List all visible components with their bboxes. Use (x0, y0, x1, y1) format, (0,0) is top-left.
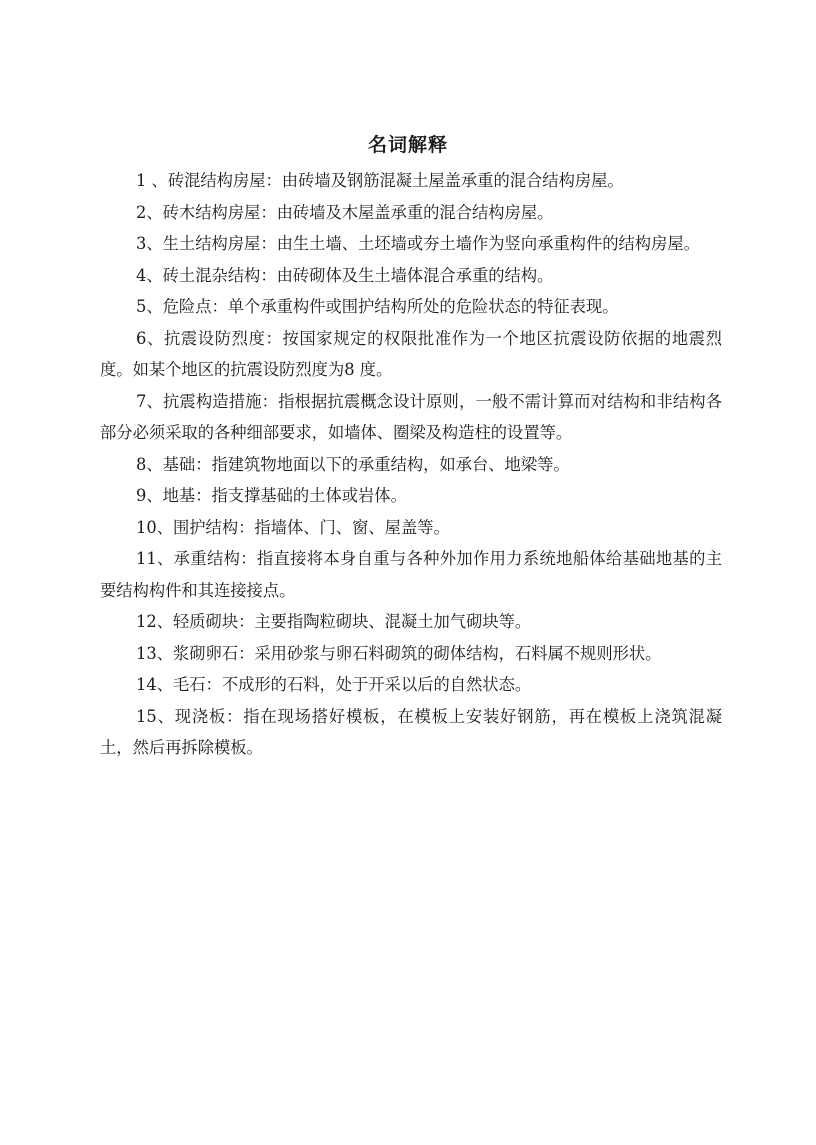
definition-item-4: 4、砖土混杂结构：由砖砌体及生土墙体混合承重的结构。 (136, 265, 554, 285)
definition-item-12: 12、轻质砌块：主要指陶粒砌块、混凝土加气砌块等。 (136, 612, 532, 631)
definition-item-7: 7、抗震构造措施：指根据抗震概念设计原则，一般不需计算而对结构和非结构各部分必须采取的各种细部要求，如墙体、圈梁及构造柱的设置等。 (100, 391, 722, 442)
definition-item-8: 8、基础：指建筑物地面以下的承重结构，如承台、地梁等。 (136, 454, 570, 474)
definition-item-6: 6、抗震设防烈度：按国家规定的权限批准作为一个地区抗震设防依据的地震烈度。如某个地区的抗震设防烈度为8 度。 (100, 328, 722, 379)
definition-list (100, 165, 722, 764)
definition-item-3: 3、生土结构房屋：由生土墙、土坯墙或夯土墙作为竖向承重构件的结构房屋。 (136, 234, 700, 253)
definition-item-13: 13、浆砌卵石：采用砂浆与卵石料砌筑的砌体结构，石料属不规则形状。 (136, 643, 662, 663)
definition-item-14: 14、毛石：不成形的石料，处于开采以后的自然状态。 (136, 675, 532, 694)
definition-item-5: 5、危险点：单个承重构件或围护结构所处的危险状态的特征表现。 (136, 297, 619, 316)
definition-item-9: 9、地基：指支撑基础的土体或岩体。 (136, 486, 407, 505)
definition-item-2: 2、砖木结构房屋：由砖墙及木屋盖承重的混合结构房屋。 (136, 202, 554, 222)
page-title: 名词解释 (367, 134, 448, 156)
definition-item-1: 1 、砖混结构房屋：由砖墙及钢筋混凝土屋盖承重的混合结构房屋。 (136, 171, 624, 190)
definition-item-15: 15、现浇板：指在现场搭好模板，在模板上安装好钢筋，再在模板上浇筑混凝土，然后再拆除模板。 (100, 706, 722, 757)
definition-item-11: 11、承重结构：指直接将本身自重与各种外加作用力系统地船体给基础地基的主要结构构件和其连接接点。 (100, 549, 722, 600)
definition-item-10: 10、围护结构：指墙体、门、窗、屋盖等。 (136, 517, 450, 537)
